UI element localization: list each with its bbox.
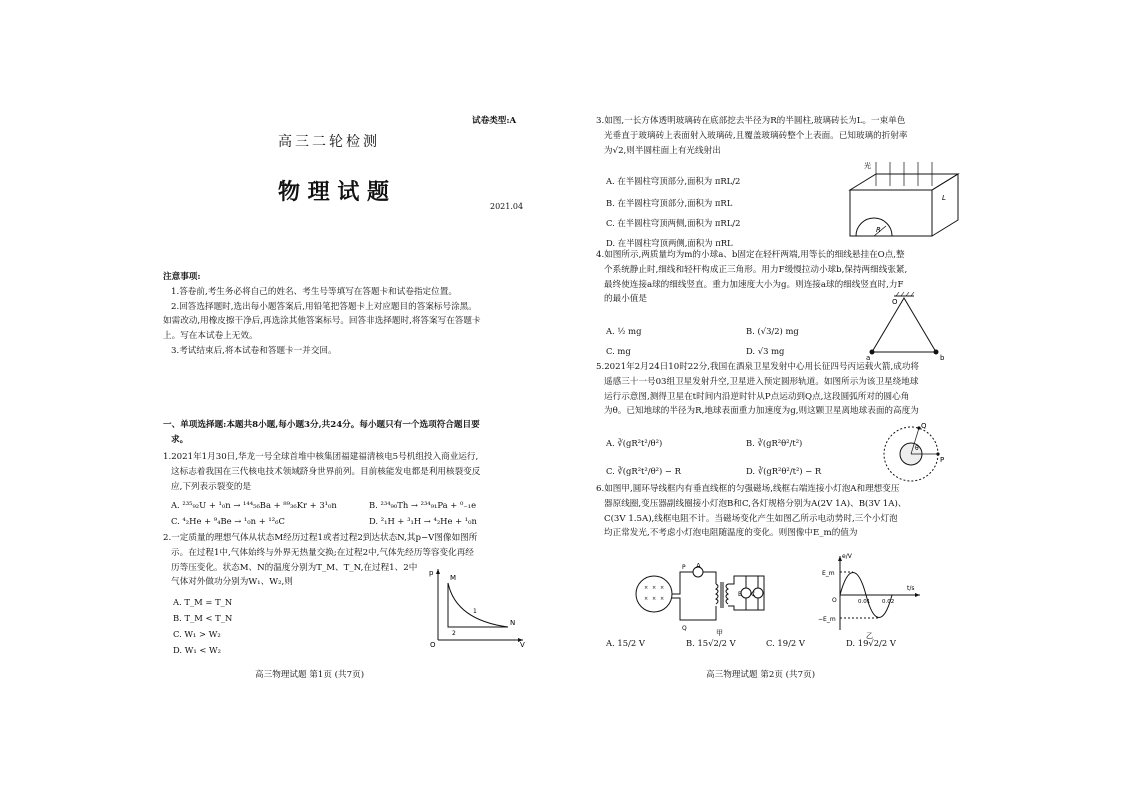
q6-option-c: C. 19/2 V bbox=[766, 638, 805, 648]
jia-lamp-a-label: A bbox=[696, 562, 701, 570]
q1-option-d: D. ²₁H + ³₁H → ⁴₂He + ¹₀n bbox=[369, 516, 477, 526]
note-line: 上。写在本试卷上无效。 bbox=[163, 331, 258, 342]
q5-line: 运行示意图,测得卫星在t时间内沿逆时针从P点运动到Q点,这段圆弧所对的圆心角 bbox=[604, 391, 910, 402]
q5-option-d: D. ∛(gR²θ²/t²) − R bbox=[746, 466, 822, 476]
q5-line: 5.2021年2月24日10时22分,我国在酒泉卫星发射中心用长征四号丙运载火箭,成功将 bbox=[596, 362, 920, 372]
orbit-figure bbox=[879, 422, 949, 484]
q6-option-b: B. 15√2/2 V bbox=[686, 638, 736, 648]
q3-option-b: B. 在半圆柱穹顶部分,面积为 πRL bbox=[606, 198, 733, 208]
yi-caption: 乙 bbox=[866, 632, 873, 640]
svg-text:×: × bbox=[652, 585, 657, 591]
q2-line: 气体对外做功分别为W₁、W₂,则 bbox=[171, 577, 293, 588]
glass-length-label: L bbox=[942, 194, 946, 202]
q1-option-c: C. ⁴₂He + ⁹₄Be → ¹₀n + ¹²₆C bbox=[171, 516, 285, 526]
yi-tick-2: 0.02 bbox=[882, 599, 895, 605]
q2-option-a: A. T_M = T_N bbox=[173, 597, 233, 607]
q6-option-a: A. 15/2 V bbox=[606, 638, 645, 648]
triangle-a-label: a bbox=[866, 354, 871, 360]
pv-process-2: 2 bbox=[452, 630, 456, 637]
orbit-theta-label: θ bbox=[915, 445, 919, 452]
question-6 bbox=[596, 482, 974, 541]
q1-line: 应,下列表示裂变的是 bbox=[171, 481, 252, 492]
svg-text:×: × bbox=[644, 596, 649, 602]
note-line: 如需改动,用橡皮擦干净后,再选涂其他答案标号。回答非选择题时,将答案写在答题卡 bbox=[163, 316, 481, 327]
q4-line: 最终使连接a球的细线竖直。重力加速度大小为g。则连接a球的细线竖直时,力F bbox=[604, 279, 904, 290]
note-line: 2.回答选择题时,选出每小题答案后,用铅笔把答题卡上对应题目的答案标号涂黑。 bbox=[171, 301, 477, 312]
q6-option-d: D. 19√2/2 V bbox=[846, 638, 896, 648]
q5-line: 为θ。已知地球的半径为R,地球表面重力加速度为g,则这颗卫星离地球表面的高度为 bbox=[604, 406, 919, 417]
pv-axis-v: V bbox=[520, 641, 525, 647]
q4-option-b: B. (√3/2) mg bbox=[746, 326, 799, 336]
q4-option-a: A. ½ mg bbox=[606, 326, 642, 336]
jia-lamp-b-label: B bbox=[738, 591, 743, 598]
svg-text:×: × bbox=[660, 596, 665, 602]
svg-text:×: × bbox=[660, 585, 665, 591]
q4-line: 的最小值是 bbox=[604, 294, 647, 305]
glass-radius-label: R bbox=[876, 226, 881, 234]
paper-type: 试卷类型:A bbox=[472, 116, 517, 126]
q3-line: 3.如图,一长方体透明玻璃砖在底部挖去半径为R的半圆柱,玻璃砖长为L。一束单色 bbox=[596, 116, 906, 126]
yi-origin: O bbox=[832, 597, 837, 604]
triangle-b-label: b bbox=[940, 354, 945, 360]
q4-option-d: D. √3 mg bbox=[746, 346, 785, 356]
q2-option-d: D. W₁ < W₂ bbox=[173, 645, 222, 655]
q6-line: 器原线圈,变压器副线圈接小灯泡B和C,各灯规格分别为A(2V 1A)、B(3V 1A)、 bbox=[604, 498, 907, 509]
triangle-figure bbox=[864, 290, 954, 360]
question-3 bbox=[596, 114, 974, 158]
q5-option-a: A. ∛(gR²t²/θ²) bbox=[606, 438, 663, 448]
orbit-p-label: P bbox=[940, 456, 945, 464]
q6-line: C(3V 1.5A),线框电阻不计。当磁场变化产生如图乙所示电动势时,三个小灯泡 bbox=[604, 513, 898, 524]
q3-option-c: C. 在半圆柱穹顶两侧,面积为 πRL/2 bbox=[606, 218, 741, 228]
exam-title: 物 理 试 题 bbox=[278, 179, 389, 205]
circuit-figure-jia bbox=[632, 562, 772, 638]
pv-point-n: N bbox=[510, 619, 516, 627]
note-line: 1.答卷前,考生务必将自己的姓名、考生号等填写在答题卡和试卷指定位置。 bbox=[171, 286, 457, 297]
q5-option-c: C. ∛(gR²t²/θ²) − R bbox=[606, 466, 681, 476]
question-5 bbox=[596, 360, 974, 419]
pv-origin: O bbox=[430, 641, 436, 647]
q1-option-b: B. ²³⁴₉₀Th → ²³⁴₉₁Pa + ⁰₋₁e bbox=[369, 500, 477, 510]
q3-line: 为√2,则半圆柱面上有光线射出 bbox=[604, 145, 721, 156]
q4-line: 4.如图所示,两质量均为m的小球a、b固定在轻杆两端,用等长的细线悬挂在O点,整 bbox=[596, 250, 905, 260]
q2-option-b: B. T_M < T_N bbox=[173, 613, 233, 623]
svg-text:×: × bbox=[652, 596, 657, 602]
yi-tick-1: 0.01 bbox=[858, 599, 871, 605]
section-1-line: 求。 bbox=[171, 434, 189, 445]
q2-line: 历等压变化。状态M、N的温度分别为T_M、T_N,在过程1、2中 bbox=[171, 562, 418, 573]
pv-graph bbox=[428, 565, 528, 647]
q2-line: 示。在过程1中,气体始终与外界无热量交换;在过程2中,气体先经历等容变化再经 bbox=[171, 547, 474, 558]
q4-line: 个系统静止时,细线和轻杆构成正三角形。用力F缓慢拉动小球b,保持两细线张紧, bbox=[604, 264, 908, 275]
q1-option-a: A. ²³⁵₉₂U + ¹₀n → ¹⁴⁴₅₆Ba + ⁸⁹₃₆Kr + 3¹₀n bbox=[171, 500, 337, 510]
section-1-line: 一、单项选择题:本题共8小题,每小题3分,共24分。每小题只有一个选项符合题目要 bbox=[163, 420, 480, 430]
q3-option-d: D. 在半圆柱穹顶两侧,面积为 πRL bbox=[606, 238, 733, 248]
q2-line: 2.一定质量的理想气体从状态M经历过程1或者过程2到达状态N,其p−V图像如图所 bbox=[163, 533, 478, 543]
yi-axis-t: t/s bbox=[907, 585, 915, 592]
pv-point-m: M bbox=[450, 574, 457, 582]
jia-q-label: Q bbox=[682, 625, 687, 632]
q1-line: 这标志着我国在三代核电技术领域跻身世界前列。目前核能发电都是利用核裂变反 bbox=[171, 466, 481, 477]
left-page-footer: 高三物理试题 第1页 (共7页) bbox=[255, 670, 365, 680]
q4-option-c: C. mg bbox=[606, 346, 631, 356]
notes-title: 注意事项: bbox=[163, 272, 201, 282]
triangle-o-label: O bbox=[892, 298, 898, 306]
pv-axis-p: p bbox=[429, 569, 434, 577]
note-line: 3.考试结束后,将本试卷和答题卡一并交回。 bbox=[171, 345, 337, 356]
q2-option-c: C. W₁ > W₂ bbox=[173, 629, 221, 639]
right-page-footer: 高三物理试题 第2页 (共7页) bbox=[706, 670, 816, 680]
glass-light-label: 光 bbox=[864, 162, 871, 170]
q6-line: 均正常发光,不考虑小灯泡电阻随温度的变化。则图像中E_m的值为 bbox=[604, 528, 858, 539]
emf-graph-yi bbox=[810, 550, 930, 640]
question-1 bbox=[163, 450, 543, 494]
q6-line: 6.如图甲,圆环导线框内有垂直线框的匀强磁场,线框右端连接小灯泡A和理想变压 bbox=[596, 484, 900, 494]
yi-neg-em-label: −E_m bbox=[818, 616, 836, 623]
q5-option-b: B. ∛(gR²θ²/t²) bbox=[746, 438, 803, 448]
svg-text:×: × bbox=[644, 585, 649, 591]
q1-line: 1.2021年1月30日,华龙一号全球首堆中核集团福建福清核电5号机组投入商业运行, bbox=[163, 452, 479, 462]
q3-option-a: A. 在半圆柱穹顶部分,面积为 πRL/2 bbox=[606, 176, 741, 186]
jia-caption: 甲 bbox=[716, 629, 723, 637]
exam-date: 2021.04 bbox=[490, 202, 524, 211]
yi-axis-e: e/V bbox=[842, 553, 852, 560]
q5-line: 遥感三十一号03组卫星发射升空,卫星进入预定圆形轨道。如图所示为该卫星绕地球 bbox=[604, 376, 919, 387]
q3-line: 光垂直于玻璃砖上表面射入玻璃砖,且覆盖玻璃砖整个上表面。已知玻璃的折射率 bbox=[604, 130, 908, 141]
glass-brick-figure bbox=[846, 160, 964, 240]
jia-lamp-c-label: C bbox=[751, 591, 756, 598]
exam-header: 高三二轮检测 bbox=[278, 134, 380, 150]
orbit-q-label: Q bbox=[921, 422, 927, 430]
jia-p-label: P bbox=[682, 564, 686, 571]
notes-block bbox=[163, 270, 543, 359]
pv-process-1: 1 bbox=[473, 608, 477, 615]
section-1 bbox=[163, 418, 543, 448]
yi-em-label: E_m bbox=[822, 570, 835, 577]
